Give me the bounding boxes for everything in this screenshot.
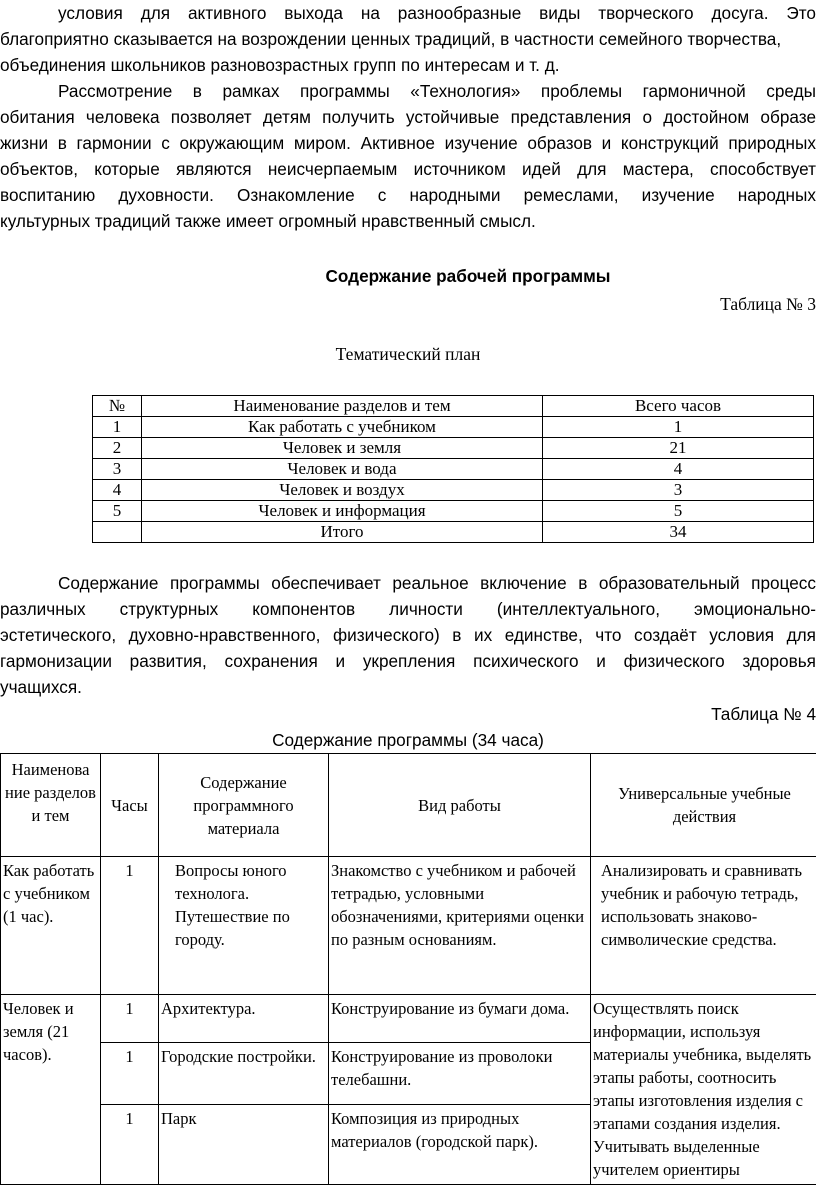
text-line: Рассмотрение в рамках программы «Технология» проблемы гармоничной среды [58,81,816,101]
row-actions: Осуществлять поиск информации, используя материалы учебника, выделять этапы работы, соотносить этапы изготовления изделия с этапами создания изделия. Учитывать выделенные учителем ориентиры [591,995,816,1185]
total-hours: 34 [543,522,814,543]
text-line: объединения школьников разновозрастных групп по интересам и т. д. [0,55,560,75]
table-row [1,857,816,995]
row-hours: 1 [101,995,159,1043]
row-content: Парк [159,1105,329,1185]
table3-label: Таблица № 3 [720,294,816,314]
text-line: различных структурных компонентов личности (интеллектуального, эмоционально- [0,599,816,619]
thematic-plan-table [92,395,814,543]
row-section: Как работать с учебником (1 час). [1,857,101,995]
row-hours: 1 [101,1105,159,1185]
header-content: Содержание программного материала [159,754,329,857]
paragraph-2 [0,78,816,234]
row-number: 1 [93,417,142,438]
row-section: Человек и земля [142,438,543,459]
header-hours: Всего часов [543,396,814,417]
text-line: благоприятно сказывается на возрождении ценных традиций, в частности семейного творчества, [0,29,782,49]
header-number: № [93,396,142,417]
row-number: 3 [93,459,142,480]
text-line: обитания человека позволяет детям получить устойчивые представления о достойном образе [0,107,816,127]
row-section: Как работать с учебником [142,417,543,438]
row-hours: 1 [543,417,814,438]
header-section: Наименование разделов и тем [142,396,543,417]
row-content: Городские постройки. [159,1043,329,1105]
row-content: Вопросы юного технолога. Путешествие по городу. [159,857,329,995]
table-row [93,438,814,459]
row-section: Человек и воздух [142,480,543,501]
text-line: Содержание программы обеспечивает реальное включение в образовательный процесс [58,573,816,593]
row-hours: 1 [101,1043,159,1105]
row-hours: 5 [543,501,814,522]
header-actions: Универсальные учебные действия [591,754,816,857]
header-hours: Часы [101,754,159,857]
row-section: Человек и земля (21 часов). [1,995,101,1185]
table4-title: Содержание программы (34 часа) [272,730,544,750]
row-content: Архитектура. [159,995,329,1043]
table-row [1,995,816,1043]
row-work: Композиция из природных материалов (городской парк). [329,1105,591,1185]
table-header-row [1,754,816,857]
program-content-table [0,753,816,1185]
row-work: Конструирование из бумаги дома. [329,995,591,1043]
paragraph-1 [0,0,816,78]
row-hours: 3 [543,480,814,501]
text-line: объектов, которые являются неисчерпаемым источником идей для мастера, способствует [0,159,816,179]
paragraph-3 [0,570,816,700]
table3-title: Тематический план [335,344,481,364]
header-work: Вид работы [329,754,591,857]
row-hours: 4 [543,459,814,480]
table-header-row [93,396,814,417]
row-section: Человек и информация [142,501,543,522]
row-hours: 1 [101,857,159,995]
text-line: культурных традиций также имеет огромный нравственный смысл. [0,211,536,231]
total-number [93,522,142,543]
section-title: Содержание рабочей программы [325,266,611,286]
row-work: Конструирование из проволоки телебашни. [329,1043,591,1105]
text-line: эстетического, духовно-нравственного, физического) в их единстве, что создаёт условия для [0,625,816,645]
row-number: 2 [93,438,142,459]
row-work: Знакомство с учебником и рабочей тетрадью, условными обозначениями, критериями оценки по разным основаниям. [329,857,591,995]
row-hours: 21 [543,438,814,459]
table-total-row [93,522,814,543]
text-line: учащихся. [0,677,82,697]
table4-label: Таблица № 4 [711,704,816,724]
text-line: условия для активного выхода на разнообразные виды творческого досуга. Это [58,3,816,23]
table-row [93,501,814,522]
table-row [93,480,814,501]
row-section: Человек и вода [142,459,543,480]
text-line: гармонизации развития, сохранения и укрепления психического и физического здоровья [0,651,816,671]
header-section: Наименова ние разделов и тем [1,754,101,857]
text-line: жизни в гармонии с окружающим миром. Активное изучение образов и конструкций природных [0,133,816,153]
text-line: воспитанию духовности. Ознакомление с народными ремеслами, изучение народных [0,185,816,205]
row-number: 4 [93,480,142,501]
total-label: Итого [142,522,543,543]
table-row [93,459,814,480]
table-row [93,417,814,438]
row-number: 5 [93,501,142,522]
row-actions: Анализировать и сравнивать учебник и рабочую тетрадь, использовать знаково-символические средства. [591,857,816,995]
